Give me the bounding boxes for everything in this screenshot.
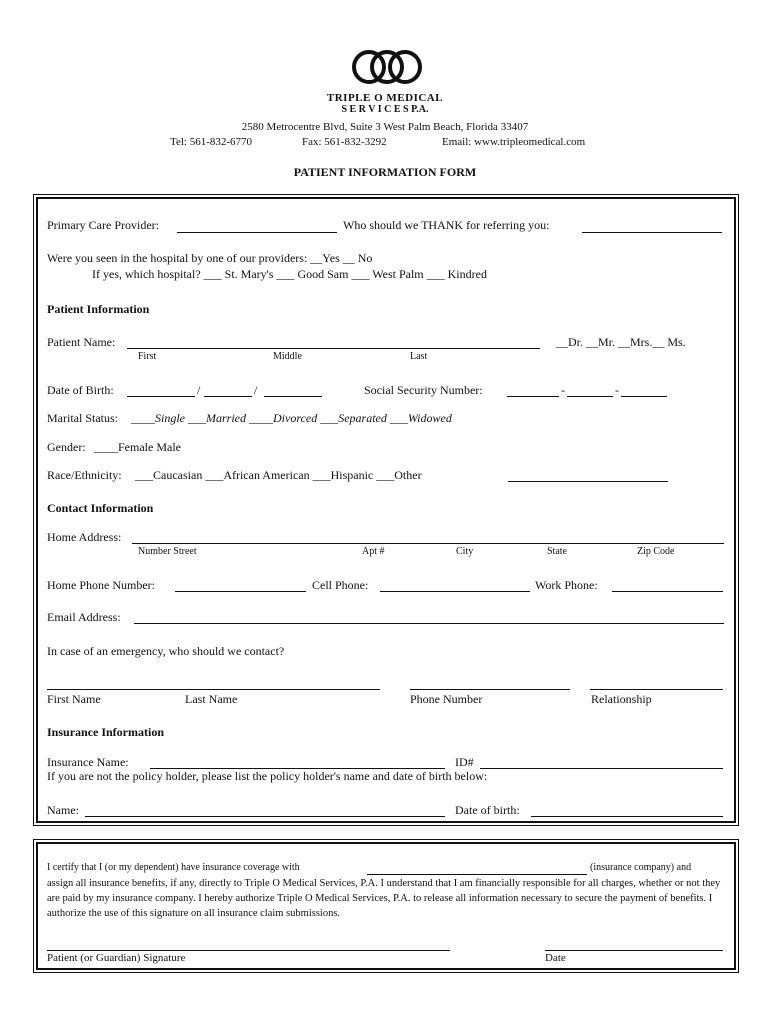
company-fax: Fax: 561-832-3292 xyxy=(302,136,387,148)
home-address-field[interactable] xyxy=(132,543,724,544)
name-middle-caption: Middle xyxy=(273,351,302,362)
certify-line-suffix: (insurance company) and xyxy=(590,862,692,873)
insurance-id-field[interactable] xyxy=(480,768,723,769)
insurance-company-field[interactable] xyxy=(367,874,587,875)
race-options: ___Caucasian ___African American ___Hispanic ___Other xyxy=(135,468,422,482)
cell-phone-label: Cell Phone: xyxy=(312,578,369,592)
signature-field[interactable] xyxy=(47,950,450,951)
signature-date-field[interactable] xyxy=(545,950,723,951)
race-label: Race/Ethnicity: xyxy=(47,468,122,482)
home-address-label: Home Address: xyxy=(47,530,122,544)
addr-apt-caption: Apt # xyxy=(362,546,385,557)
ssn-part3-field[interactable] xyxy=(621,396,667,397)
emergency-first-name-caption: First Name xyxy=(47,692,101,706)
cell-phone-field[interactable] xyxy=(380,591,530,592)
race-other-field[interactable] xyxy=(508,481,668,482)
home-phone-label: Home Phone Number: xyxy=(47,578,155,592)
pcp-field[interactable] xyxy=(177,232,337,233)
policy-holder-name-field[interactable] xyxy=(85,816,445,817)
addr-city-caption: City xyxy=(456,546,474,557)
dob-separator-2: / xyxy=(254,383,258,397)
emergency-phone-field[interactable] xyxy=(410,689,570,690)
emergency-phone-caption: Phone Number xyxy=(410,692,483,706)
gender-options: ____Female Male xyxy=(94,440,181,454)
emergency-contact-question: In case of an emergency, who should we contact? xyxy=(47,644,285,658)
dob-separator-1: / xyxy=(197,383,201,397)
patient-title-options: __Dr. __Mr. __Mrs.__ Ms. xyxy=(556,335,686,349)
policy-holder-name-label: Name: xyxy=(47,803,79,817)
email-field[interactable] xyxy=(134,623,724,624)
dob-year-field[interactable] xyxy=(264,396,322,397)
emergency-last-name-caption: Last Name xyxy=(185,692,238,706)
company-address: 2580 Metrocentre Blvd, Suite 3 West Palm Beach, Florida 33407 xyxy=(241,121,529,133)
policy-holder-dob-label: Date of birth: xyxy=(455,803,520,817)
signature-caption: Patient (or Guardian) Signature xyxy=(47,952,186,964)
email-label: Email Address: xyxy=(47,610,121,624)
policy-holder-note: If you are not the policy holder, please list the policy holder's name and date of birth below: xyxy=(47,769,488,783)
insurance-info-heading: Insurance Information xyxy=(47,725,165,739)
addr-state-caption: State xyxy=(547,546,567,557)
certification-text: assign all insurance benefits, if any, directly to Triple O Medical Services, P.A. I understand that I am financially responsible for all charges, whether or not they are paid by my insurance company. I hereby authorize Triple O Medical Services, P.A. to release all information necessary to secure the payment of benefits. I authorize the use of this signature on all insurance claim submissions. xyxy=(47,878,721,919)
ssn-part1-field[interactable] xyxy=(507,396,559,397)
signature-date-caption: Date xyxy=(545,952,566,964)
work-phone-field[interactable] xyxy=(612,591,723,592)
company-email: Email: www.tripleomedical.com xyxy=(442,136,586,148)
home-phone-field[interactable] xyxy=(175,591,306,592)
addr-zip-caption: Zip Code xyxy=(637,546,675,557)
ssn-part2-field[interactable] xyxy=(567,396,613,397)
insurance-id-label: ID# xyxy=(455,755,474,769)
dob-month-field[interactable] xyxy=(127,396,195,397)
company-name: TRIPLE O MEDICAL xyxy=(326,92,444,104)
referral-label: Who should we THANK for referring you: xyxy=(343,218,550,232)
emergency-relationship-caption: Relationship xyxy=(591,692,652,706)
addr-street-caption: Number Street xyxy=(138,546,197,557)
certify-line-prefix: I certify that I (or my dependent) have insurance coverage with xyxy=(47,862,300,873)
ssn-separator-2: - xyxy=(615,383,619,397)
name-first-caption: First xyxy=(138,351,157,362)
emergency-relationship-field[interactable] xyxy=(590,689,723,690)
dob-day-field[interactable] xyxy=(204,396,252,397)
patient-name-field[interactable] xyxy=(127,348,540,349)
marital-label: Marital Status: xyxy=(47,411,118,425)
company-phone: Tel: 561-832-6770 xyxy=(170,136,253,148)
patient-name-label: Patient Name: xyxy=(47,335,116,349)
hospital-seen-question: Were you seen in the hospital by one of our providers: __Yes __ No xyxy=(47,251,373,265)
ssn-label: Social Security Number: xyxy=(364,383,483,397)
hospital-options: If yes, which hospital? ___ St. Mary's ___ Good Sam ___ West Palm ___ Kindred xyxy=(92,267,487,281)
pcp-label: Primary Care Provider: xyxy=(47,218,159,232)
policy-holder-dob-field[interactable] xyxy=(531,816,723,817)
form-title: PATIENT INFORMATION FORM xyxy=(293,165,477,179)
work-phone-label: Work Phone: xyxy=(535,578,598,592)
patient-info-heading: Patient Information xyxy=(47,302,150,316)
dob-label: Date of Birth: xyxy=(47,383,114,397)
ssn-separator-1: - xyxy=(561,383,565,397)
referral-field[interactable] xyxy=(582,232,722,233)
marital-options: ____Single ___Married ____Divorced ___Separated ___Widowed xyxy=(131,411,452,425)
insurance-name-label: Insurance Name: xyxy=(47,755,129,769)
gender-label: Gender: xyxy=(47,440,86,454)
emergency-name-field[interactable] xyxy=(47,689,380,690)
contact-info-heading: Contact Information xyxy=(47,501,154,515)
name-last-caption: Last xyxy=(410,351,428,362)
company-subtitle: S E R V I C E S P.A. xyxy=(341,104,429,115)
